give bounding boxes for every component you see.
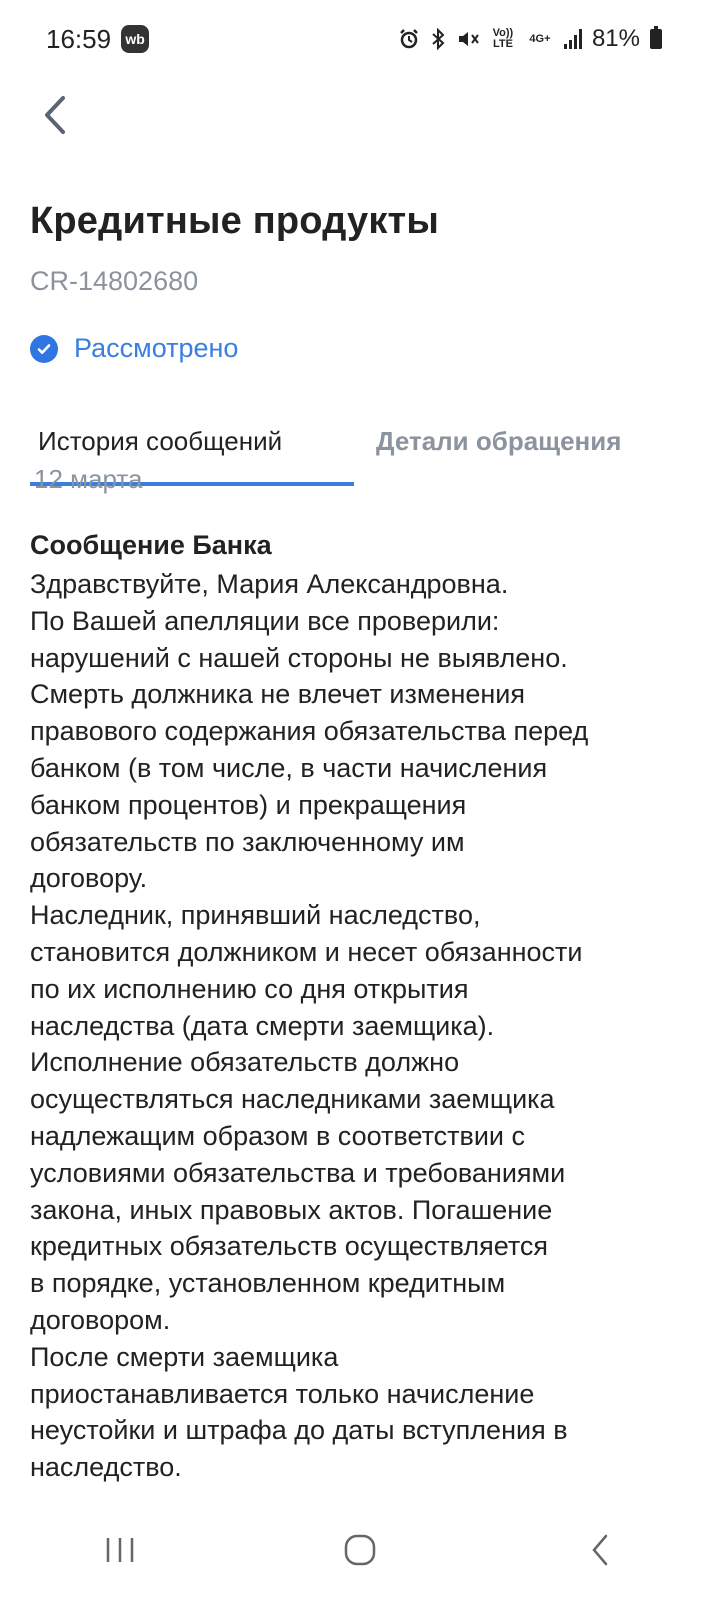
status-time: 16:59 xyxy=(46,23,112,54)
back-button[interactable] xyxy=(30,90,80,140)
status-row xyxy=(30,333,238,364)
signal-icon xyxy=(564,29,582,49)
tab-request-details[interactable]: Детали обращения xyxy=(376,426,622,456)
tab-message-history[interactable]: История сообщений xyxy=(38,426,283,456)
message-list[interactable] xyxy=(0,464,720,1500)
back-icon xyxy=(589,1533,611,1567)
home-button[interactable] xyxy=(320,1520,400,1580)
message-author: Сообщение Банка xyxy=(30,530,272,560)
ticket-id: CR-14802680 xyxy=(30,266,199,296)
system-back-button[interactable] xyxy=(560,1520,640,1580)
message-date: 12 марта xyxy=(34,464,143,494)
mute-icon xyxy=(456,28,480,50)
status-bar xyxy=(0,0,720,78)
status-right xyxy=(398,25,662,53)
recent-apps-button[interactable] xyxy=(80,1520,160,1580)
home-icon xyxy=(343,1533,377,1567)
status-left xyxy=(46,24,149,55)
battery-percent: 81% xyxy=(591,25,640,52)
battery-icon xyxy=(650,29,662,49)
volte-icon: Vo)) LTE xyxy=(492,27,514,50)
network-type-icon: 4G+ xyxy=(529,32,551,45)
system-nav-bar xyxy=(0,1500,720,1600)
page-title: Кредитные продукты xyxy=(30,200,440,242)
bluetooth-icon xyxy=(430,28,446,50)
alarm-icon xyxy=(398,28,420,50)
chevron-left-icon xyxy=(41,94,69,136)
message-body: Здравствуйте, Мария Александровна. По Вашей апелляции все проверили: нарушений с нашей стороны не выявлено. Смерть должника не влечет изменения правового содержания обязательства перед банком (в том числе, в части начисления банком процентов) и прекращения обязательств по заключенному им договору. Наследник, принявший наследство, становится должником и несет обязанности по их исполнению со дня открытия наследства (дата смерти заемщика). Исполнение обязательств должно осуществляться наследниками заемщика надлежащим образом в соответствии с условиями обязательства и требованиями закона, иных правовых актов. Погашение кредитных обязательств осуществляется в порядке, установленном кредитным договором. После смерти заемщика приостанавливается только начисление неустойки и штрафа до даты вступления в наследство. xyxy=(30,569,589,1483)
recent-apps-icon xyxy=(104,1535,136,1565)
status-label: Рассмотрено xyxy=(74,333,239,363)
check-circle-icon xyxy=(30,335,58,363)
wb-app-icon: wb xyxy=(121,25,149,53)
